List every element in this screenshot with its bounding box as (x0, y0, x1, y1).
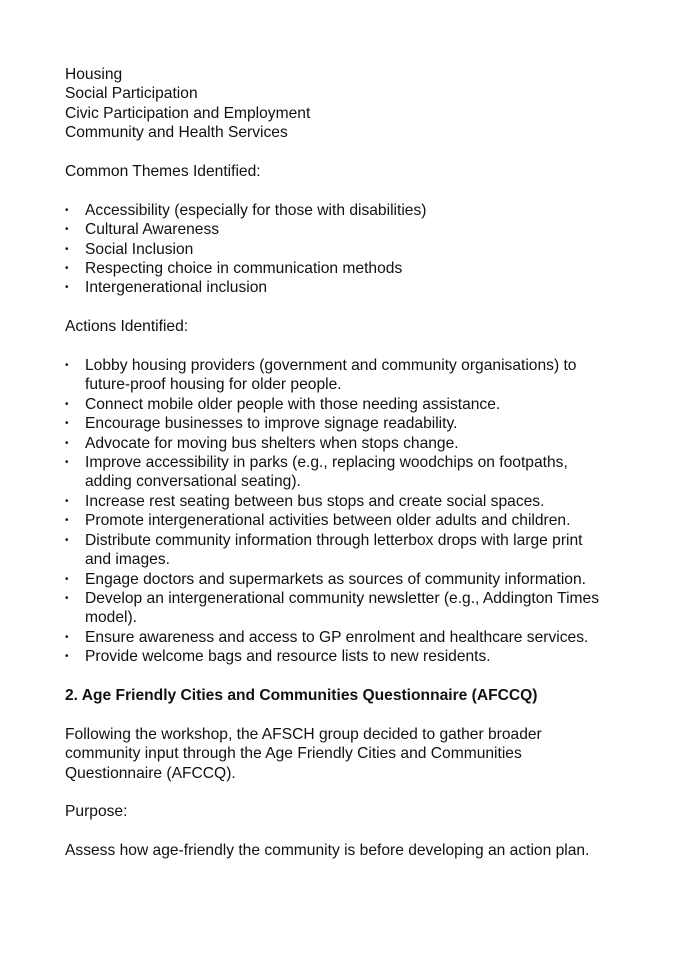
bullet-icon: • (65, 224, 69, 236)
list-item (65, 395, 645, 414)
intro-line: Questionnaire (AFCCQ). (65, 764, 236, 782)
list-item-text: Distribute community information through letterbox drops with large print (85, 531, 583, 549)
list-item-text: Ensure awareness and access to GP enrolment and healthcare services. (85, 628, 589, 646)
list-item (65, 570, 645, 589)
section-2-intro (65, 725, 645, 783)
list-item-text: Accessibility (especially for those with disabilities) (85, 201, 427, 219)
list-item (65, 589, 645, 628)
list-item-text: Increase rest seating between bus stops and create social spaces. (85, 492, 545, 510)
topic-line: Social Participation (65, 85, 198, 103)
intro-line: community input through the Age Friendly Cities and Communities (65, 745, 522, 763)
list-item-text: Connect mobile older people with those needing assistance. (85, 395, 501, 413)
list-item-text: Provide welcome bags and resource lists to new residents. (85, 648, 491, 666)
topics-list (65, 65, 645, 143)
list-item-text: Advocate for moving bus shelters when stops change. (85, 434, 459, 452)
list-item-text: Improve accessibility in parks (e.g., replacing woodchips on footpaths, (85, 454, 568, 472)
themes-list (65, 201, 645, 298)
list-item (65, 414, 645, 433)
document-page (65, 65, 645, 861)
list-item-text: Cultural Awareness (85, 221, 220, 239)
spacer (65, 337, 645, 356)
list-item-text: Develop an intergenerational community newsletter (e.g., Addington Times (85, 589, 600, 607)
bullet-icon: • (65, 263, 69, 275)
list-item-text: Encourage businesses to improve signage readability. (85, 415, 458, 433)
actions-heading: Actions Identified: (65, 318, 189, 336)
list-item (65, 628, 645, 647)
list-item-text: Promote intergenerational activities between older adults and children. (85, 512, 571, 530)
list-item-text: Lobby housing providers (government and community organisations) to (85, 357, 577, 375)
list-item-text: Respecting choice in communication methods (85, 260, 403, 278)
list-item-text: Engage doctors and supermarkets as sources of community information. (85, 570, 586, 588)
list-item (65, 220, 645, 239)
bullet-icon: • (65, 437, 69, 449)
topic-line: Civic Participation and Employment (65, 104, 311, 122)
list-item-text: model). (85, 609, 137, 627)
list-item-text: Social Inclusion (85, 240, 194, 258)
list-item (65, 201, 645, 220)
topic-line: Community and Health Services (65, 124, 288, 142)
bullet-icon: • (65, 204, 69, 216)
spacer (65, 298, 645, 317)
bullet-icon: • (65, 360, 69, 372)
bullet-icon: • (65, 651, 69, 663)
bullet-icon: • (65, 534, 69, 546)
list-item-text: future-proof housing for older people. (85, 376, 342, 394)
list-item (65, 259, 645, 278)
spacer (65, 181, 645, 200)
bullet-icon: • (65, 457, 69, 469)
list-item (65, 453, 645, 492)
bullet-icon: • (65, 398, 69, 410)
actions-list (65, 356, 645, 667)
list-item (65, 531, 645, 570)
spacer (65, 667, 645, 686)
spacer (65, 143, 645, 162)
topic-line: Housing (65, 66, 123, 83)
list-item (65, 356, 645, 395)
list-item (65, 278, 645, 297)
purpose-text: Assess how age-friendly the community is before developing an action plan. (65, 842, 590, 860)
list-item (65, 511, 645, 530)
bullet-icon: • (65, 631, 69, 643)
list-item (65, 492, 645, 511)
bullet-icon: • (65, 573, 69, 585)
intro-line: Following the workshop, the AFSCH group decided to gather broader (65, 725, 542, 743)
themes-heading: Common Themes Identified: (65, 163, 261, 181)
list-item (65, 647, 645, 666)
spacer (65, 822, 645, 841)
bullet-icon: • (65, 495, 69, 507)
bullet-icon: • (65, 243, 69, 255)
bullet-icon: • (65, 282, 69, 294)
spacer (65, 783, 645, 802)
list-item (65, 434, 645, 453)
bullet-icon: • (65, 418, 69, 430)
list-item-text: adding conversational seating). (85, 473, 301, 491)
purpose-label: Purpose: (65, 803, 128, 821)
list-item (65, 240, 645, 259)
bullet-icon: • (65, 592, 69, 604)
section-2-heading: 2. Age Friendly Cities and Communities Questionnaire (AFCCQ) (65, 686, 538, 704)
list-item-text: Intergenerational inclusion (85, 279, 268, 297)
spacer (65, 705, 645, 724)
list-item-text: and images. (85, 551, 170, 569)
bullet-icon: • (65, 515, 69, 527)
